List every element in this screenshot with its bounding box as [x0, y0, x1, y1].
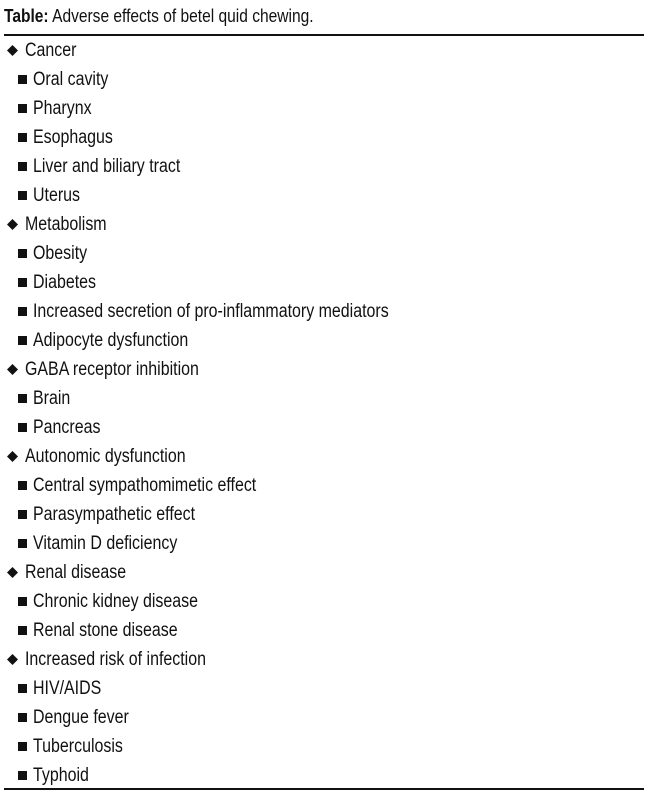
list-item-label: Tuberculosis [33, 735, 123, 757]
square-bullet-icon [18, 481, 27, 490]
diamond-bullet-icon [7, 451, 18, 462]
category-row [6, 645, 636, 674]
square-bullet-icon [18, 336, 27, 345]
category-label: Metabolism [25, 213, 107, 235]
diamond-bullet-icon [7, 45, 18, 56]
list-item-label: Typhoid [33, 764, 89, 786]
list-item-label: Oral cavity [33, 68, 109, 90]
adverse-effects-list [6, 36, 636, 790]
list-item-label: Pharynx [33, 97, 92, 119]
list-item-label: Esophagus [33, 126, 113, 148]
square-bullet-icon [18, 539, 27, 548]
caption-text: Adverse effects of betel quid chewing. [52, 5, 314, 26]
category-label: GABA receptor inhibition [25, 358, 199, 380]
square-bullet-icon [18, 597, 27, 606]
list-item [6, 65, 636, 94]
list-item-label: Liver and biliary tract [33, 155, 181, 177]
square-bullet-icon [18, 626, 27, 635]
list-item-label: Pancreas [33, 416, 101, 438]
diamond-bullet-icon [7, 219, 18, 230]
category-row [6, 442, 636, 471]
list-item-label: Dengue fever [33, 706, 129, 728]
list-item [6, 239, 636, 268]
list-item-label: Obesity [33, 242, 88, 264]
list-item [6, 152, 636, 181]
list-item [6, 703, 636, 732]
diamond-bullet-icon [7, 654, 18, 665]
list-item [6, 297, 636, 326]
list-item-label: Adipocyte dysfunction [33, 329, 189, 351]
caption-label: Table: [4, 5, 49, 26]
category-label: Autonomic dysfunction [25, 445, 186, 467]
list-item-label: Brain [33, 387, 71, 409]
list-item [6, 732, 636, 761]
table-caption [4, 5, 314, 27]
list-item [6, 123, 636, 152]
list-item-label: Renal stone disease [33, 619, 178, 641]
list-item [6, 674, 636, 703]
list-item [6, 587, 636, 616]
square-bullet-icon [18, 684, 27, 693]
list-item [6, 94, 636, 123]
square-bullet-icon [18, 104, 27, 113]
list-item [6, 761, 636, 790]
square-bullet-icon [18, 162, 27, 171]
list-item-label: Vitamin D deficiency [33, 532, 178, 554]
category-row [6, 355, 636, 384]
list-item [6, 326, 636, 355]
square-bullet-icon [18, 278, 27, 287]
square-bullet-icon [18, 75, 27, 84]
diamond-bullet-icon [7, 567, 18, 578]
list-item-label: Diabetes [33, 271, 96, 293]
list-item [6, 413, 636, 442]
square-bullet-icon [18, 394, 27, 403]
category-row [6, 210, 636, 239]
list-item [6, 268, 636, 297]
square-bullet-icon [18, 249, 27, 258]
list-item [6, 529, 636, 558]
list-item-label: Uterus [33, 184, 81, 206]
list-item [6, 616, 636, 645]
square-bullet-icon [18, 307, 27, 316]
list-item-label: Central sympathomimetic effect [33, 474, 257, 496]
category-row [6, 558, 636, 587]
list-item-label: Increased secretion of pro-inflammatory mediators [33, 300, 389, 322]
square-bullet-icon [18, 133, 27, 142]
square-bullet-icon [18, 742, 27, 751]
list-item-label: Parasympathetic effect [33, 503, 196, 525]
list-item [6, 471, 636, 500]
category-row [6, 36, 636, 65]
square-bullet-icon [18, 510, 27, 519]
list-item [6, 384, 636, 413]
category-label: Increased risk of infection [25, 648, 206, 670]
category-label: Renal disease [25, 561, 127, 583]
square-bullet-icon [18, 191, 27, 200]
list-item-label: HIV/AIDS [33, 677, 102, 699]
list-item [6, 500, 636, 529]
diamond-bullet-icon [7, 364, 18, 375]
list-item [6, 181, 636, 210]
square-bullet-icon [18, 423, 27, 432]
bottom-rule [4, 788, 644, 790]
square-bullet-icon [18, 771, 27, 780]
list-item-label: Chronic kidney disease [33, 590, 199, 612]
square-bullet-icon [18, 713, 27, 722]
category-label: Cancer [25, 39, 77, 61]
